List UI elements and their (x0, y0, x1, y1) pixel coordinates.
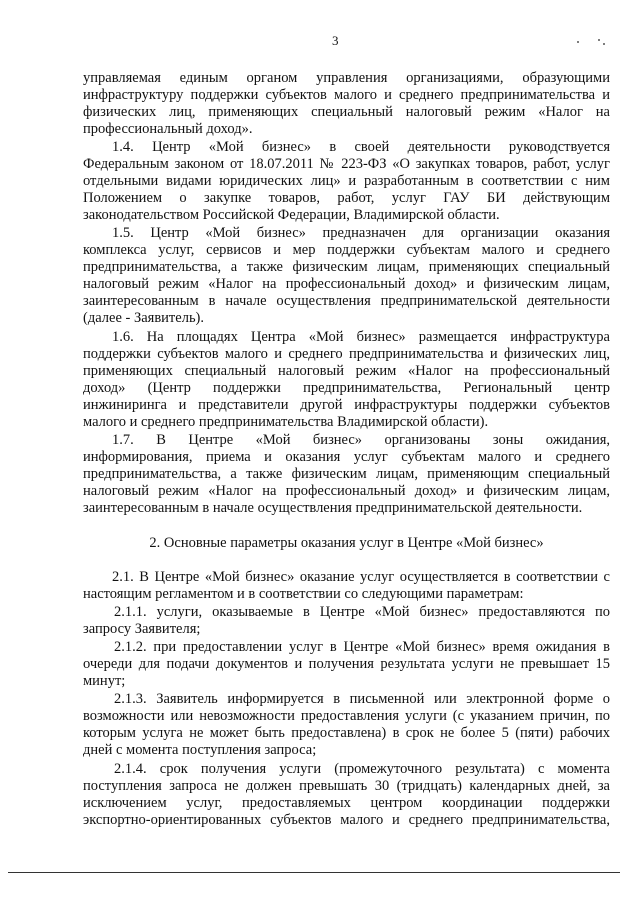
paragraph-1-6-line: 1.6. На площадях Центра «Мой бизнес» размещается инфраструктура (112, 329, 610, 345)
text-line: применяющих специальный налоговый режим «Налог на профессиональный (83, 363, 610, 379)
text-line: заинтересованным в начале осуществления предпринимательской деятельности. (83, 500, 583, 516)
text-line: отдельными видами юридических лиц» и разработанным в соответствии с ним (83, 173, 610, 189)
page-number: 3 (332, 33, 339, 48)
text-line: (далее - Заявитель). (83, 310, 205, 326)
text-line: поступления запроса не должен превышать 30 (тридцать) календарных дней, за (83, 778, 610, 794)
text-line: заинтересованным в начале осуществления предпринимательской деятельности (83, 293, 610, 309)
paragraph-2-1-2-line: 2.1.2. при предоставлении услуг в Центре «Мой бизнес» время ожидания в (114, 639, 610, 655)
text-line: поддержки субъектов малого и среднего предпринимательства и физических лиц, (83, 346, 610, 362)
paragraph-1-7-line: 1.7. В Центре «Мой бизнес» организованы зоны ожидания, (112, 432, 610, 448)
text-line: настоящим регламентом и в соответствии со следующими параметрам: (83, 586, 524, 602)
text-line: налоговый режим «Налог на профессиональный доход» и физическим лицам, (83, 483, 610, 499)
text-line: дней с момента поступления запроса; (83, 742, 317, 758)
paragraph-2-1-line: 2.1. В Центре «Мой бизнес» оказание услуг осуществляется в соответствии с (112, 569, 610, 585)
paragraph-2-1-1-line: 2.1.1. услуги, оказываемые в Центре «Мой бизнес» предоставляются по (114, 604, 610, 620)
section-2-heading: 2. Основные параметры оказания услуг в Центре «Мой бизнес» (149, 535, 544, 551)
text-line: исключением услуг, предоставляемых центром координации поддержки (83, 795, 610, 811)
text-line: налоговый режим «Налог на профессиональный доход» и физическим лицам, (83, 276, 610, 292)
paragraph-2-1-4-line: 2.1.4. срок получения услуги (промежуточного результата) с момента (114, 761, 610, 777)
text-line: законодательством Российской Федерации, Владимирской области. (83, 207, 500, 223)
text-line: физических лиц, применяющих специальный налоговый режим «Налог на (83, 104, 610, 120)
text-line: доход» (Центр поддержки предпринимательства, Региональный центр (83, 380, 610, 396)
paragraph-1-5-line: 1.5. Центр «Мой бизнес» предназначен для организации оказания (112, 225, 610, 241)
scan-speck (577, 41, 579, 43)
text-line: которым услуга не может быть предоставлена) в срок не более 5 (пяти) рабочих (83, 725, 610, 741)
text-line: Положением о закупке товаров, работ, услуг ГАУ БИ действующим (83, 190, 610, 206)
text-line: возможности или невозможности предоставления услуги (с указанием причин, по (83, 708, 610, 724)
text-line: управляемая единым органом управления организациями, образующими (83, 70, 610, 86)
paragraph-1-4-line: 1.4. Центр «Мой бизнес» в своей деятельности руководствуется (112, 139, 610, 155)
text-line: инфраструктуру поддержки субъектов малого и среднего предпринимательства и (83, 87, 610, 103)
text-line: экспортно-ориентированных субъектов малого и среднего предпринимательства, (83, 812, 610, 828)
scan-speck (603, 43, 605, 45)
text-line: предпринимательства, а также физическим лицам, применяющим специальный (83, 466, 610, 482)
text-line: профессиональный доход». (83, 121, 253, 137)
scan-bottom-edge (8, 872, 620, 873)
text-line: информирования, приема и оказания услуг субъектам малого и среднего (83, 449, 610, 465)
text-line: Федеральным законом от 18.07.2011 № 223-ФЗ «О закупках товаров, работ, услуг (83, 156, 610, 172)
paragraph-2-1-3-line: 2.1.3. Заявитель информируется в письменной или электронной форме о (114, 691, 610, 707)
text-line: очереди для подачи документов и получения результата услуги не превышает 15 (83, 656, 610, 672)
text-line: инжиниринга и представители другой инфраструктуры поддержки субъектов (83, 397, 610, 413)
text-line: минут; (83, 673, 126, 689)
text-line: малого и среднего предпринимательства Владимирской области). (83, 414, 489, 430)
scan-speck (598, 39, 600, 41)
text-line: запросу Заявителя; (83, 621, 201, 637)
text-line: комплекса услуг, сервисов и мер поддержки субъектам малого и среднего (83, 242, 610, 258)
text-line: предпринимательства, а также физическим лицам, применяющих специальный (83, 259, 610, 275)
